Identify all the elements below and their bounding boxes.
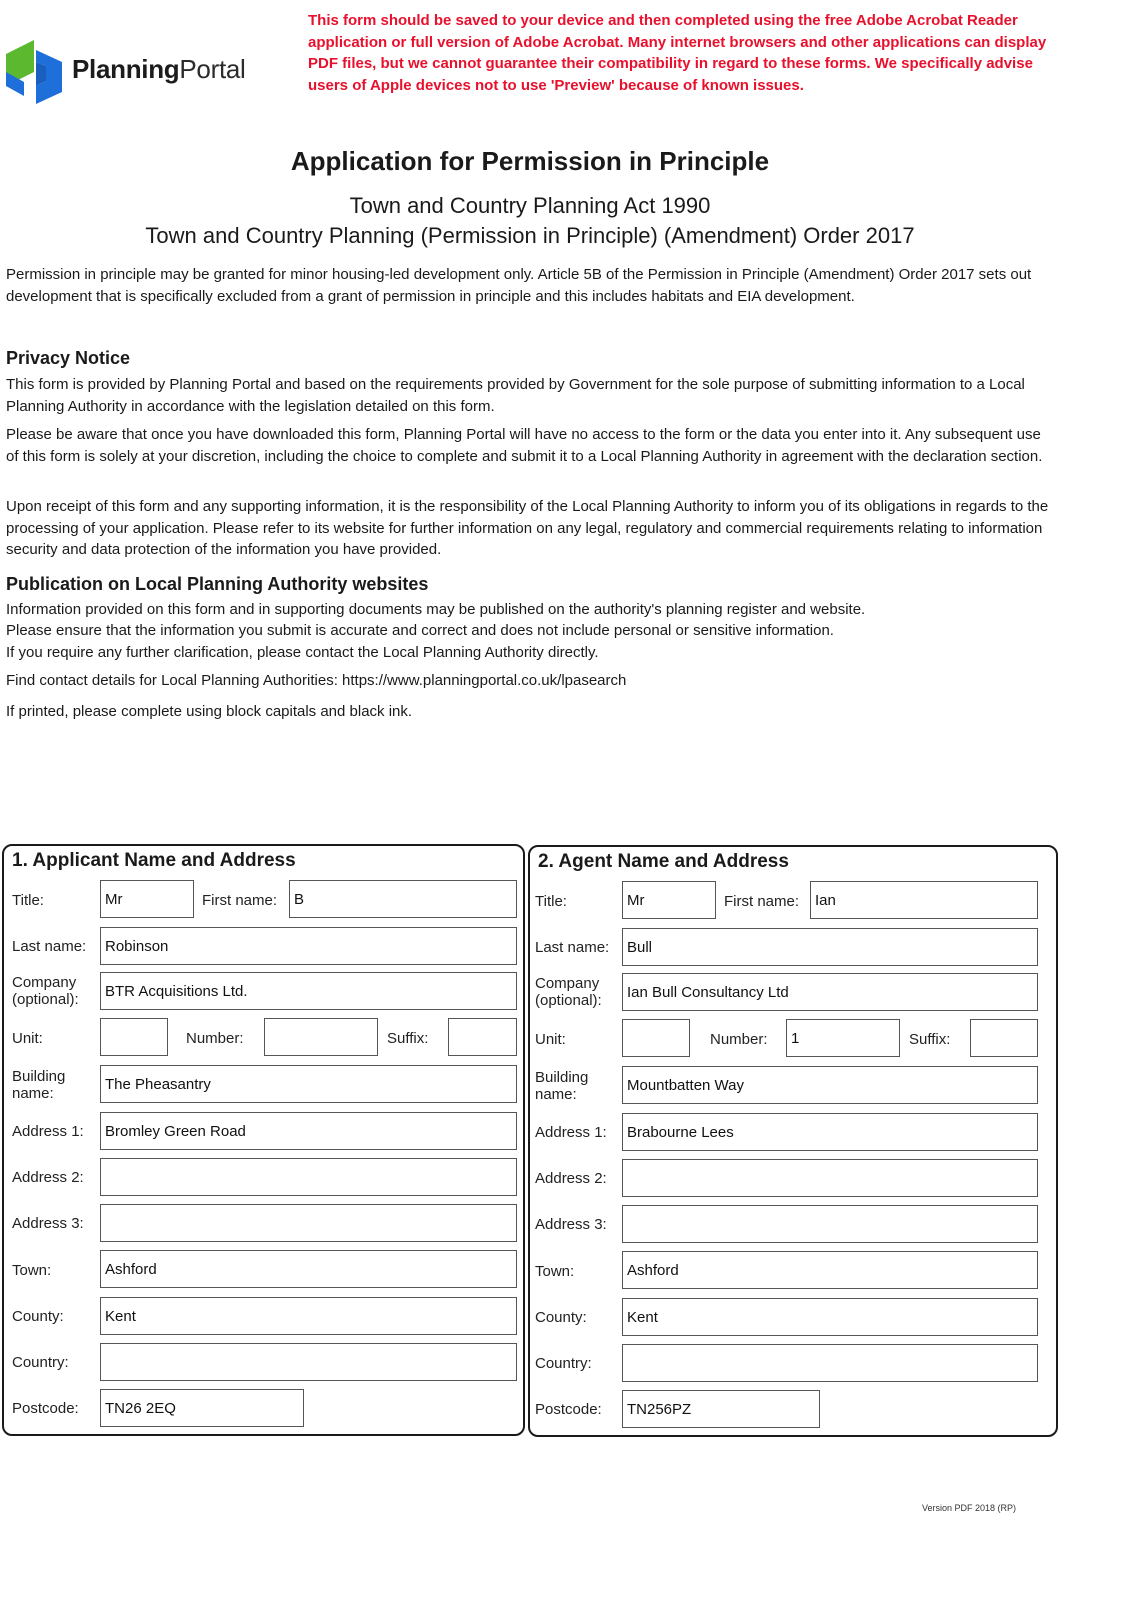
applicant-address-3-field[interactable] <box>100 1204 517 1242</box>
version-label: Version PDF 2018 (RP) <box>921 1503 1016 1513</box>
applicant-building-name-field[interactable]: The Pheasantry <box>100 1065 517 1103</box>
building-name-label: Building name: <box>535 1069 589 1103</box>
county-label: County: <box>12 1308 64 1325</box>
town-label: Town: <box>12 1262 52 1279</box>
agent-heading: 2. Agent Name and Address <box>538 851 789 872</box>
suffix-label: Suffix: <box>909 1031 951 1048</box>
unit-label: Unit: <box>535 1031 566 1048</box>
unit-label: Unit: <box>12 1030 43 1047</box>
privacy-paragraph-3: Upon receipt of this form and any supporting information, it is the responsibility of the Local Planning Authority to inform you of its obligations in regards to the processing of your application. Please refer to its website for further information on any legal, regulatory and commercial requirements relating to information security and data protection of the information you have provided. <box>6 498 1049 558</box>
subtitle-act: Town and Country Planning Act 1990 <box>349 193 711 218</box>
lpa-search-link[interactable]: https://www.planningportal.co.uk/lpasearch <box>342 672 627 689</box>
building-name-label: Building name: <box>12 1068 66 1102</box>
last-name-label: Last name: <box>535 939 610 956</box>
address-1-label: Address 1: <box>535 1124 607 1141</box>
agent-address-2-field[interactable] <box>622 1159 1038 1197</box>
address-1-label: Address 1: <box>12 1123 84 1140</box>
subtitle-order: Town and Country Planning (Permission in Principle) (Amendment) Order 2017 <box>145 223 915 248</box>
applicant-panel <box>2 844 525 1436</box>
privacy-paragraph-1: This form is provided by Planning Portal and based on the requirements provided by Government for the sole purpose of submitting information to a Local Planning Authority in accordance with the legislation detailed on this form. <box>6 376 1025 415</box>
publication-heading: Publication on Local Planning Authority websites <box>6 574 429 594</box>
number-label: Number: <box>186 1030 244 1047</box>
applicant-country-field[interactable] <box>100 1343 517 1381</box>
agent-number-field[interactable]: 1 <box>786 1019 900 1057</box>
privacy-heading: Privacy Notice <box>6 348 131 368</box>
agent-first-name-field[interactable]: Ian <box>810 881 1038 919</box>
applicant-town-field[interactable]: Ashford <box>100 1250 517 1288</box>
address-3-label: Address 3: <box>535 1216 607 1233</box>
town-label: Town: <box>535 1263 575 1280</box>
applicant-company-field[interactable]: BTR Acquisitions Ltd. <box>100 972 517 1010</box>
company-label: Company (optional): <box>12 974 79 1008</box>
agent-last-name-field[interactable]: Bull <box>622 928 1038 966</box>
applicant-address-2-field[interactable] <box>100 1158 517 1196</box>
lpa-contact-line: Find contact details for Local Planning Authorities: https://www.planningportal.co.uk/lpasearch <box>6 672 627 689</box>
agent-postcode-field[interactable]: TN256PZ <box>622 1390 820 1428</box>
agent-title-field[interactable]: Mr <box>622 881 716 919</box>
agent-address-1-field[interactable]: Brabourne Lees <box>622 1113 1038 1151</box>
publication-line-3: If you require any further clarification, please contact the Local Planning Authority directly. <box>6 644 599 661</box>
country-label: Country: <box>12 1354 69 1371</box>
title-label: Title: <box>12 892 44 909</box>
planning-portal-logo <box>4 36 274 106</box>
address-3-label: Address 3: <box>12 1215 84 1232</box>
postcode-label: Postcode: <box>12 1400 79 1417</box>
agent-country-field[interactable] <box>622 1344 1038 1382</box>
agent-town-field[interactable]: Ashford <box>622 1251 1038 1289</box>
applicant-unit-field[interactable] <box>100 1018 168 1056</box>
number-label: Number: <box>710 1031 768 1048</box>
print-note: If printed, please complete using block capitals and black ink. <box>6 703 413 720</box>
suffix-label: Suffix: <box>387 1030 429 1047</box>
title-label: Title: <box>535 893 567 910</box>
agent-unit-field[interactable] <box>622 1019 690 1057</box>
intro-paragraph: Permission in principle may be granted for minor housing-led development only. Article 5B of the Permission in Principle (Amendment) Order 2017 sets out development that is specifically excluded from a grant of permission in principle and this includes habitats and EIA development. <box>6 266 1032 305</box>
applicant-address-1-field[interactable]: Bromley Green Road <box>100 1112 517 1150</box>
publication-line-2: Please ensure that the information you submit is accurate and correct and does not include personal or sensitive information. <box>6 622 834 639</box>
agent-county-field[interactable]: Kent <box>622 1298 1038 1336</box>
logo-wordmark: PlanningPortal <box>72 54 246 84</box>
acrobat-notice: This form should be saved to your device and then completed using the free Adobe Acrobat Reader application or full version of Adobe Acrobat. Many internet browsers and other applications can display PDF files, but we cannot guarantee their compatibility in regard to these forms. We specifically advise users of Apple devices not to use 'Preview' because of known issues. <box>308 12 1047 94</box>
planning-portal-logo-icon <box>4 36 64 104</box>
county-label: County: <box>535 1309 587 1326</box>
last-name-label: Last name: <box>12 938 87 955</box>
agent-building-name-field[interactable]: Mountbatten Way <box>622 1066 1038 1104</box>
applicant-postcode-field[interactable]: TN26 2EQ <box>100 1389 304 1427</box>
privacy-paragraph-2: Please be aware that once you have downloaded this form, Planning Portal will have no access to the form or the data you enter into it. Any subsequent use of this form is solely at your discretion, including the choice to complete and submit it to a Local Planning Authority in agreement with the declaration section. <box>6 426 1043 465</box>
applicant-number-field[interactable] <box>264 1018 378 1056</box>
applicant-suffix-field[interactable] <box>448 1018 517 1056</box>
applicant-first-name-field[interactable]: B <box>289 880 517 918</box>
agent-panel <box>528 845 1058 1437</box>
postcode-label: Postcode: <box>535 1401 602 1418</box>
company-label: Company (optional): <box>535 975 602 1009</box>
applicant-county-field[interactable]: Kent <box>100 1297 517 1335</box>
agent-address-3-field[interactable] <box>622 1205 1038 1243</box>
first-name-label: First name: <box>202 892 278 909</box>
applicant-heading: 1. Applicant Name and Address <box>12 850 296 871</box>
country-label: Country: <box>535 1355 592 1372</box>
first-name-label: First name: <box>724 893 800 910</box>
applicant-title-field[interactable]: Mr <box>100 880 194 918</box>
address-2-label: Address 2: <box>535 1170 607 1187</box>
publication-line-1: Information provided on this form and in supporting documents may be published on the authority's planning register and website. <box>6 601 866 618</box>
agent-company-field[interactable]: Ian Bull Consultancy Ltd <box>622 973 1038 1011</box>
address-2-label: Address 2: <box>12 1169 84 1186</box>
applicant-last-name-field[interactable]: Robinson <box>100 927 517 965</box>
agent-suffix-field[interactable] <box>970 1019 1038 1057</box>
page-title: Application for Permission in Principle <box>290 146 770 176</box>
